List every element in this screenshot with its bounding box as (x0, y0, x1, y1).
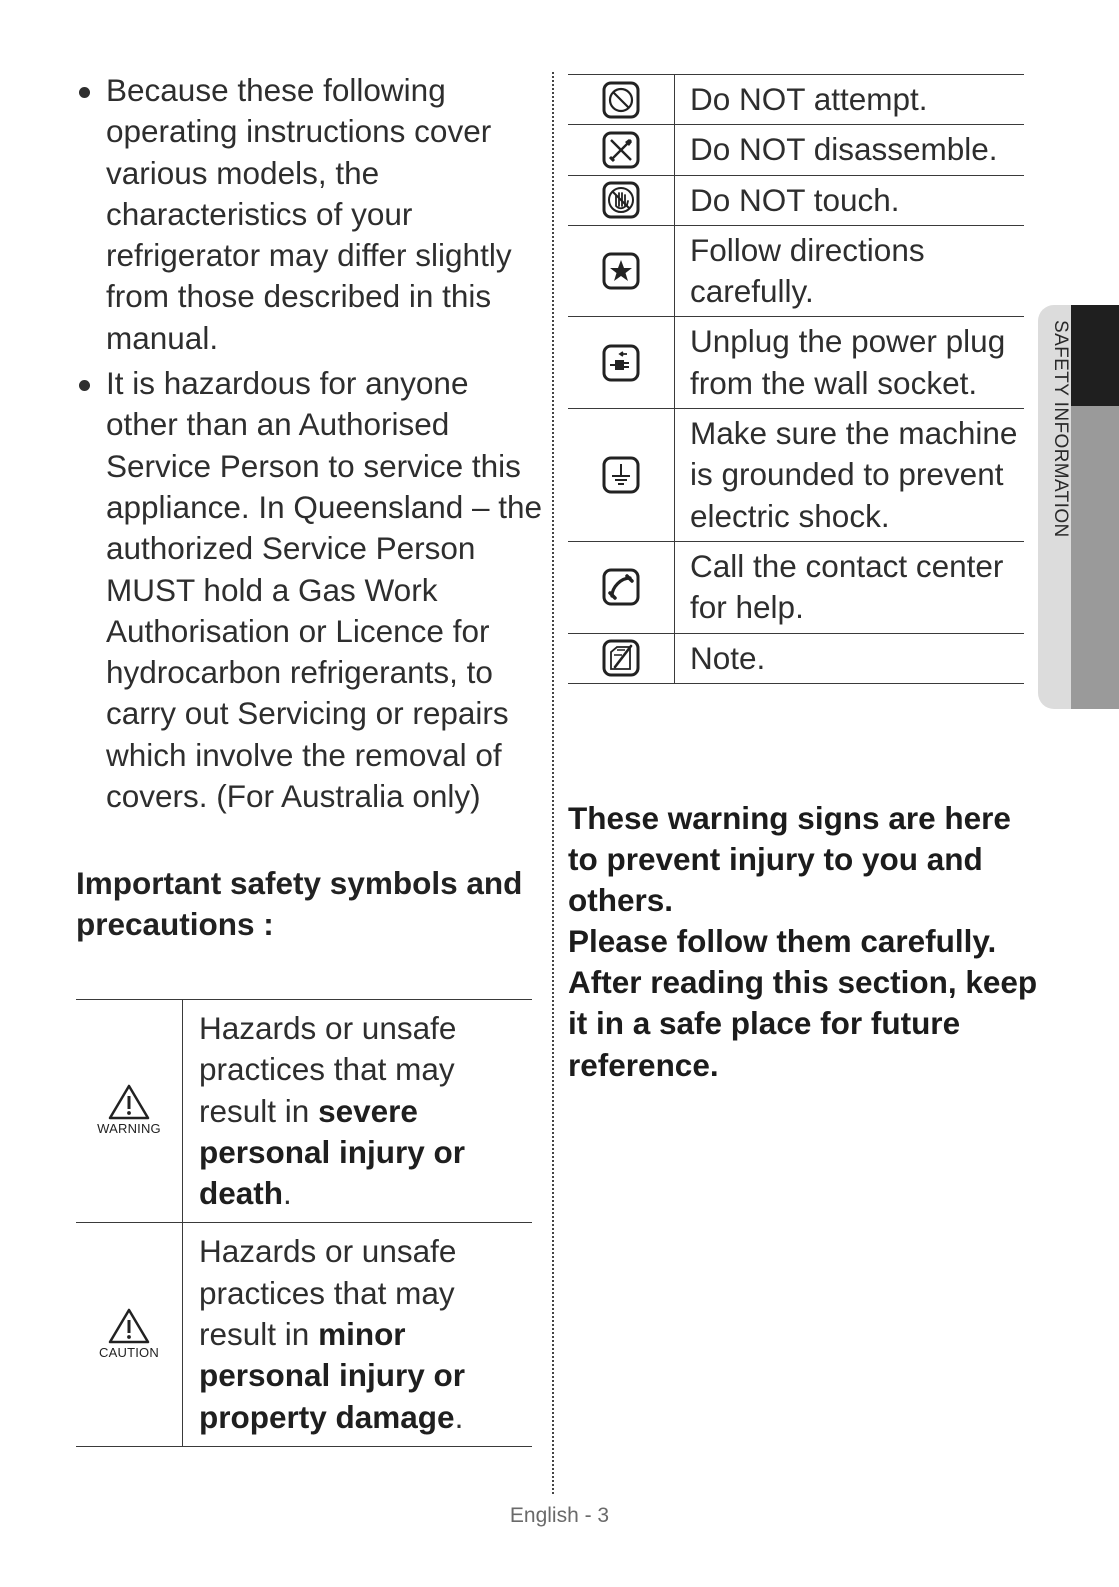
symbol-meaning: Do NOT disassemble. (675, 125, 1025, 175)
caution-caption: CAUTION (99, 1344, 159, 1360)
no-touch-icon (601, 180, 641, 220)
notice-line: These warning signs are here to prevent injury to you and others. (568, 800, 1011, 919)
section-tab-bar (1071, 406, 1119, 709)
symbol-meaning: Do NOT touch. (675, 175, 1025, 225)
page-footer: English - 3 (509, 1504, 610, 1527)
table-row (568, 317, 1024, 409)
prohibited-icon (601, 80, 641, 120)
table-row (568, 409, 1024, 542)
caution-triangle-icon (99, 1308, 159, 1360)
symbol-icon-cell (568, 75, 675, 125)
table-row (76, 1223, 532, 1446)
follow-directions-icon (601, 251, 641, 291)
hazard-text-end: . (283, 1175, 292, 1212)
symbols-heading: Important safety symbols and precautions : (76, 865, 523, 943)
symbol-meaning: Make sure the machine is grounded to prevent electric shock. (675, 409, 1025, 542)
symbol-meaning: Do NOT attempt. (675, 75, 1025, 125)
table-row (568, 633, 1024, 683)
no-disassemble-icon (601, 130, 641, 170)
table-row (568, 175, 1024, 225)
notice-line: Please follow them carefully. (568, 923, 997, 960)
ground-icon (601, 455, 641, 495)
intro-bullet-list (76, 70, 546, 817)
warning-notice (568, 798, 1048, 1086)
hazard-text-bold: severe personal injury or death (199, 1092, 466, 1212)
table-row (568, 541, 1024, 633)
hazard-description (183, 1000, 533, 1223)
hazard-description (183, 1223, 533, 1446)
hazard-level-table (76, 999, 532, 1447)
intro-bullet: It is hazardous for anyone other than an Authorised Service Person to service this appliance. In Queensland – the authorized Service Person MUST hold a Gas Work Authorisation or Licence for hydrocarbon refrigerants, to carry out Servicing or repairs which involve the removal of covers. (For Australia only) (76, 363, 546, 817)
symbol-meaning-table (568, 74, 1024, 684)
hazard-text-end: . (454, 1398, 464, 1435)
warning-caption: WARNING (97, 1121, 161, 1137)
section-tab-label: SAFETY INFORMATION (1050, 320, 1071, 538)
notice-line: After reading this section, keep it in a safe place for future reference. (568, 964, 1038, 1083)
hazard-icon-cell (76, 1223, 183, 1446)
unplug-icon (601, 343, 641, 383)
table-row (568, 125, 1024, 175)
symbol-icon-cell (568, 409, 675, 542)
section-tab-marker (1071, 305, 1119, 406)
symbol-icon-cell (568, 125, 675, 175)
table-row (568, 225, 1024, 317)
note-icon (601, 638, 641, 678)
hazard-icon-cell (76, 1000, 183, 1223)
symbol-icon-cell (568, 317, 675, 409)
intro-bullet: Because these following operating instructions cover various models, the characteristics of your refrigerator may differ slightly from those described in this manual. (76, 70, 546, 359)
hazard-text: Hazards or unsafe practices that may result in (199, 1010, 457, 1129)
symbol-icon-cell (568, 225, 675, 317)
column-divider (552, 72, 554, 1494)
symbol-meaning: Follow directions carefully. (675, 225, 1025, 317)
left-column (76, 70, 546, 945)
symbol-meaning: Note. (675, 633, 1025, 683)
table-row (568, 75, 1024, 125)
hazard-text: Hazards or unsafe practices that may result in (199, 1233, 457, 1353)
symbol-icon-cell (568, 175, 675, 225)
symbol-meaning: Call the contact center for help. (675, 541, 1025, 633)
symbol-meaning: Unplug the power plug from the wall socket. (675, 317, 1025, 409)
symbol-icon-cell (568, 633, 675, 683)
symbol-icon-cell (568, 541, 675, 633)
table-row (76, 1000, 532, 1223)
warning-triangle-icon (97, 1084, 161, 1136)
phone-icon (601, 567, 641, 607)
hazard-text-bold: minor personal injury or property damage (199, 1316, 466, 1435)
